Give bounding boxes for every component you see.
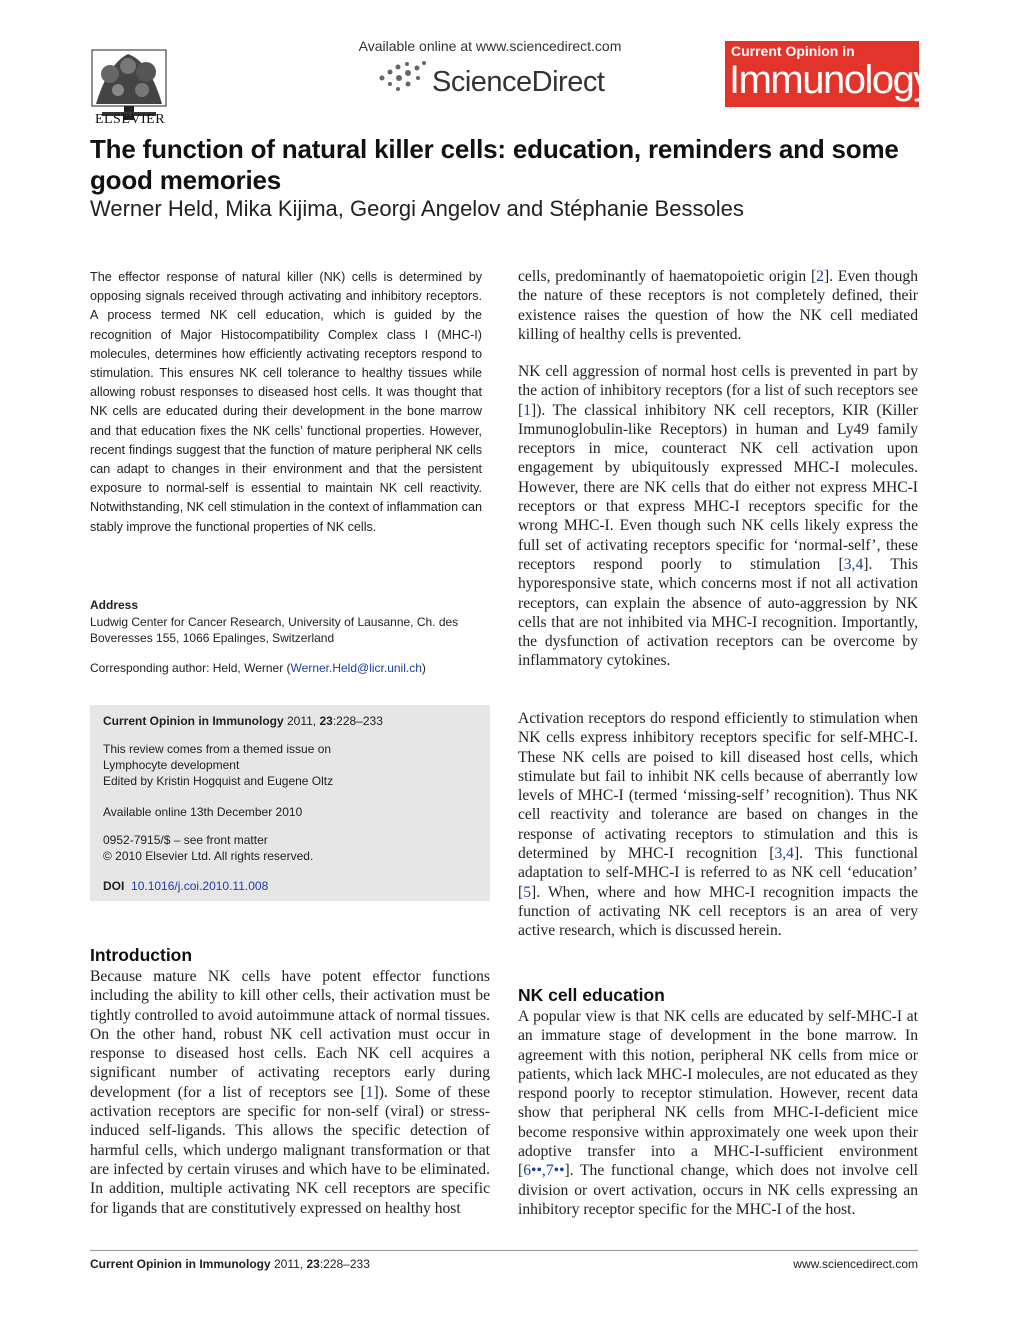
sciencedirect-wordmark: ScienceDirect	[432, 66, 605, 98]
infobox-available: Available online 13th December 2010	[103, 805, 303, 819]
infobox-citation	[103, 713, 383, 729]
available-online-text[interactable]: Available online at www.sciencedirect.com	[358, 38, 622, 54]
infobox-edited-by: Edited by Kristin Hogquist and Eugene Oltz	[103, 774, 334, 788]
article-info-box	[90, 705, 490, 901]
journal-logo-subtitle: Current Opinion in	[731, 43, 855, 59]
introduction-text: Because mature NK cells have potent effector functions including the ability to kill other cells, their activation must be tightly controlled to avoid autoimmune attack of normal tissues. On the other hand, robust NK cell activation must occur in response to diseased host cells. Each NK cell acquires a significant number of activating receptors early during development (for a list of receptors see [1]). Some of these activation receptors are specific for non-self (viral) or stress-induced self-ligands. This allows the specific detection of harmful cells, which undergo malignant transformation or that are infected by certain viruses and which have to be eliminated. In addition, multiple activating NK cell receptors are specific for ligands that are constitutively expressed on healthy host	[90, 968, 490, 1217]
article-title: The function of natural killer cells: education, reminders and some good memories	[90, 134, 899, 195]
infobox-issn: 0952-7915/$ – see front matter	[103, 833, 268, 847]
infobox-doi	[103, 878, 268, 894]
journal-logo	[725, 41, 932, 107]
abstract	[90, 268, 482, 537]
address-text: Ludwig Center for Cancer Research, University of Lausanne, Ch. des Boveresses 155, 1066 Epalinges, Switzerland	[90, 615, 459, 645]
nk-education-heading: NK cell education	[518, 985, 665, 1005]
infobox-themed-line1: This review comes from a themed issue on	[103, 742, 332, 756]
corresponding-author	[90, 661, 490, 675]
infobox-copyright: © 2010 Elsevier Ltd. All rights reserved.	[103, 849, 314, 863]
footer-volume: 23	[306, 1257, 320, 1271]
infobox-themed-line2: Lymphocyte development	[103, 758, 240, 772]
footer-journal: Current Opinion in Immunology	[90, 1257, 271, 1271]
infobox-journal: Current Opinion in Immunology	[103, 714, 284, 728]
footer-website[interactable]: www.sciencedirect.com	[793, 1257, 918, 1271]
corresponding-prefix: Corresponding author: Held, Werner (	[90, 661, 291, 675]
footer-year: 2011,	[270, 1257, 307, 1271]
corresponding-email-link[interactable]: Werner.Held@licr.unil.ch	[290, 661, 422, 675]
publisher-name: ELSEVIER	[94, 112, 166, 127]
right-paragraph-4: A popular view is that NK cells are educated by self-MHC-I at an immature stage of development in the bone marrow. In agreement with this notion, peripheral NK cells from mice or patients, which lack MHC-I molecules, are not educated as they respond poorly to receptor stimulation. However, recent data show that peripheral NK cells from MHC-I-deficient mice become responsive within approximately one week upon their adoptive transfer into a MHC-I-sufficient environment [6••,7••]. The functional change, which does not involve cell division or overt activation, occurs in NK cells expressing an inhibitory receptor specific for the MHC-I of the host.	[518, 1008, 918, 1218]
right-paragraph-3: Activation receptors do respond efficiently to stimulation when NK cells express inhibitory receptors specific for self-MHC-I. These NK cells are poised to kill diseased host cells, which stimulate but fail to inhibit NK cells because of aberrantly low levels of MHC-I (termed ‘missing-self’ recognition). Thus NK cell reactivity and tolerance are based on changes in the response of activating receptors to stimulation and this is determined by MHC-I recognition [3,4]. This functional adaptation to self-MHC-I is referred to as NK cell ‘education’ [5]. When, where and how MHC-I recognition impacts the function of activating NK cell receptors is an area of very active research, which is discussed herein.	[518, 710, 918, 940]
article-authors: Werner Held, Mika Kijima, Georgi Angelov and Stéphanie Bessoles	[90, 196, 744, 221]
footer-divider	[90, 1250, 918, 1251]
infobox-doi-label: DOI	[103, 879, 125, 893]
corresponding-suffix: )	[421, 661, 426, 675]
right-paragraph-1: cells, predominantly of haematopoietic origin [2]. Even though the nature of these receptors is not completely defined, their existence raises the question of how the NK cell mediated killing of healthy cells is prevented.	[518, 268, 918, 343]
infobox-volume: 23	[319, 714, 333, 728]
infobox-year: 2011,	[283, 714, 320, 728]
address-heading: Address	[90, 598, 139, 612]
right-paragraph-2: NK cell aggression of normal host cells is prevented in part by the action of inhibitory receptors (for a list of such receptors see [1]). The classical inhibitory NK cell receptors, KIR (Killer Immunoglobulin-like Receptors) in human and Ly49 family receptors in mice, counteract NK cell activation upon engagement by ubiquitously expressed MHC-I molecules. However, there are NK cells that do either not express MHC-I receptors or that express MHC-I receptors specific for the wrong MHC-I. Even though such NK cells likely express the full set of activating receptors specific for ‘normal-self’, these receptors respond poorly to stimulation [3,4]. This hyporesponsive state, which concerns most if not all activation receptors, can explain the absence of auto-aggression by NK cells that are not inhibited via MHC-I recognition. Importantly, the dysfunction of activation receptors can be overcome by inflammatory cytokines.	[518, 363, 918, 670]
introduction-heading: Introduction	[90, 945, 193, 965]
infobox-pages: :228–233	[332, 714, 383, 728]
footer-citation	[90, 1257, 370, 1271]
journal-logo-title: Immunology	[729, 58, 932, 102]
introduction-body	[90, 967, 490, 1218]
doi-link[interactable]: 10.1016/j.coi.2010.11.008	[131, 879, 269, 893]
abstract-text: The effector response of natural killer (NK) cells is determined by opposing signals received through activating and inhibitory receptors. A process termed NK cell education, which is guided by the recognition of Major Histocompatibility Complex class I (MHC-I) molecules, determines how efficiently activating receptors respond to stimulation. This ensures NK cell tolerance to healthy tissues while allowing robust responses to diseased host cells. It was thought that NK cells are educated during their development in the bone marrow and that education fixes the NK cells’ functional properties. However, recent findings suggest that the function of mature peripheral NK cells can adapt to changes in their environment and that the persistent exposure to normal-self is essential to maintain NK cell reactivity. Notwithstanding, NK cell stimulation in the context of inflammation can stably improve the functional properties of NK cells.	[90, 270, 482, 534]
footer-pages: :228–233	[319, 1257, 370, 1271]
